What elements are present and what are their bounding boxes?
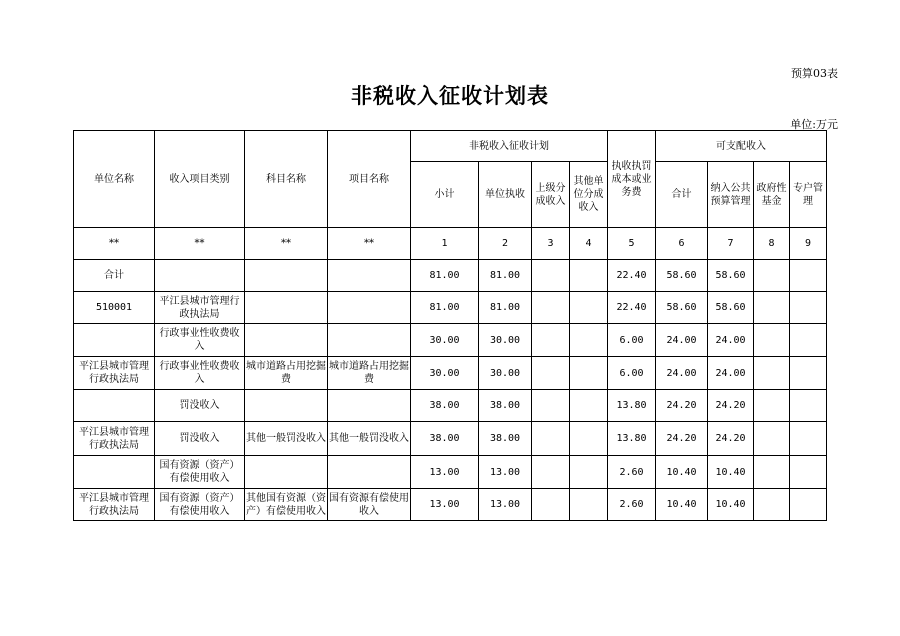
table-cell (532, 489, 570, 521)
table-cell (532, 422, 570, 456)
table-row (74, 357, 827, 390)
table-cell (754, 489, 790, 521)
table-cell (570, 489, 608, 521)
table-cell (245, 260, 328, 292)
table-row (74, 292, 827, 324)
table-cell: 58.60 (708, 292, 754, 324)
table-cell: 平江县城市管理行政执法局 (155, 292, 245, 324)
table-cell: 2.60 (608, 489, 656, 521)
table-cell (790, 324, 827, 357)
table-cell (754, 390, 790, 422)
table-cell (570, 292, 608, 324)
index-cell: ** (155, 228, 245, 260)
table-row (74, 456, 827, 489)
header-superior-share: 上级分成收入 (532, 162, 570, 228)
table-cell (754, 260, 790, 292)
header-plan-group: 非税收入征收计划 (411, 131, 608, 162)
table-cell: 行政事业性收费收入 (155, 324, 245, 357)
header-unit-name: 单位名称 (74, 131, 155, 228)
unit-label: 单位:万元 (790, 118, 838, 131)
table-cell: 510001 (74, 292, 155, 324)
table-cell: 罚没收入 (155, 390, 245, 422)
table-row (74, 260, 827, 292)
header-subject-name: 科目名称 (245, 131, 328, 228)
header-unit-collect: 单位执收 (479, 162, 532, 228)
table-cell: 24.20 (708, 390, 754, 422)
table-cell (570, 390, 608, 422)
header-item-name: 项目名称 (328, 131, 411, 228)
header-collect-cost: 执收执罚成本或业务费 (608, 131, 656, 228)
table-cell: 30.00 (479, 324, 532, 357)
header-special-account: 专户管理 (790, 162, 827, 228)
table-cell (790, 422, 827, 456)
header-other-share: 其他单位分成收入 (570, 162, 608, 228)
form-number: 预算03表 (791, 67, 838, 80)
table-cell: 24.20 (656, 390, 708, 422)
table-cell: 13.00 (479, 456, 532, 489)
table-cell: 13.00 (411, 456, 479, 489)
index-row (74, 228, 827, 260)
table-cell (790, 390, 827, 422)
table-cell: 13.00 (479, 489, 532, 521)
table-cell: 城市道路占用挖掘费 (328, 357, 411, 390)
table-cell (328, 390, 411, 422)
table-cell: 30.00 (411, 357, 479, 390)
table-cell: 10.40 (656, 456, 708, 489)
header-income-category: 收入项目类别 (155, 131, 245, 228)
table-cell: 30.00 (479, 357, 532, 390)
table-cell (532, 292, 570, 324)
table-cell: 58.60 (656, 292, 708, 324)
table-cell: 平江县城市管理行政执法局 (74, 422, 155, 456)
table-cell: 13.80 (608, 422, 656, 456)
table-cell (245, 324, 328, 357)
table-cell: 24.00 (656, 357, 708, 390)
table-cell: 国有资源有偿使用收入 (328, 489, 411, 521)
index-cell: 5 (608, 228, 656, 260)
table-cell: 合计 (74, 260, 155, 292)
table-cell: 其他一般罚没收入 (328, 422, 411, 456)
table-cell (790, 456, 827, 489)
table-cell: 22.40 (608, 260, 656, 292)
table-cell (570, 456, 608, 489)
page-title: 非税收入征收计划表 (351, 84, 549, 108)
table-cell (532, 260, 570, 292)
table-cell: 其他一般罚没收入 (245, 422, 328, 456)
table-cell: 38.00 (479, 390, 532, 422)
table-cell: 国有资源（资产）有偿使用收入 (155, 456, 245, 489)
index-cell: 9 (790, 228, 827, 260)
table-cell: 24.20 (708, 422, 754, 456)
table-cell (532, 456, 570, 489)
index-cell: 6 (656, 228, 708, 260)
table-cell: 平江县城市管理行政执法局 (74, 489, 155, 521)
table-cell (328, 260, 411, 292)
table-cell: 6.00 (608, 324, 656, 357)
table-cell: 10.40 (708, 489, 754, 521)
index-cell: 8 (754, 228, 790, 260)
index-cell: 2 (479, 228, 532, 260)
table-cell: 38.00 (411, 390, 479, 422)
table-cell (155, 260, 245, 292)
table-cell (570, 357, 608, 390)
table-row (74, 324, 827, 357)
table-cell: 38.00 (411, 422, 479, 456)
index-cell: ** (245, 228, 328, 260)
table-cell: 81.00 (411, 292, 479, 324)
table-cell: 平江县城市管理行政执法局 (74, 357, 155, 390)
table-cell: 24.00 (656, 324, 708, 357)
table-cell: 6.00 (608, 357, 656, 390)
table-cell: 58.60 (708, 260, 754, 292)
table-cell: 13.00 (411, 489, 479, 521)
index-cell: ** (328, 228, 411, 260)
table-cell: 罚没收入 (155, 422, 245, 456)
table-cell: 81.00 (411, 260, 479, 292)
index-cell: 3 (532, 228, 570, 260)
table-cell: 13.80 (608, 390, 656, 422)
table-row (74, 489, 827, 521)
table-cell: 58.60 (656, 260, 708, 292)
table-cell (245, 390, 328, 422)
non-tax-income-table (73, 130, 827, 521)
table-cell: 24.20 (656, 422, 708, 456)
table-cell (570, 422, 608, 456)
table-cell (74, 390, 155, 422)
table-cell (532, 324, 570, 357)
table-cell: 10.40 (708, 456, 754, 489)
table-cell (328, 456, 411, 489)
index-cell: 4 (570, 228, 608, 260)
header-disposable-group: 可支配收入 (656, 131, 827, 162)
table-cell (790, 292, 827, 324)
table-cell (245, 292, 328, 324)
index-cell: 7 (708, 228, 754, 260)
table-row (74, 422, 827, 456)
table-cell (532, 357, 570, 390)
table-cell: 22.40 (608, 292, 656, 324)
table-cell (328, 292, 411, 324)
table-cell (790, 260, 827, 292)
table-cell (570, 324, 608, 357)
table-cell: 行政事业性收费收入 (155, 357, 245, 390)
table-cell: 81.00 (479, 292, 532, 324)
table-cell: 24.00 (708, 357, 754, 390)
table-cell: 24.00 (708, 324, 754, 357)
table-cell (790, 357, 827, 390)
table-cell (74, 456, 155, 489)
table-cell (532, 390, 570, 422)
header-total: 合计 (656, 162, 708, 228)
table-row (74, 390, 827, 422)
table-cell: 81.00 (479, 260, 532, 292)
table-cell (754, 422, 790, 456)
header-public-budget: 纳入公共预算管理 (708, 162, 754, 228)
table-cell (754, 357, 790, 390)
table-cell: 其他国有资源（资产）有偿使用收入 (245, 489, 328, 521)
table-cell (754, 456, 790, 489)
table-cell: 10.40 (656, 489, 708, 521)
index-cell: 1 (411, 228, 479, 260)
index-cell: ** (74, 228, 155, 260)
header-gov-fund: 政府性基金 (754, 162, 790, 228)
table-cell: 38.00 (479, 422, 532, 456)
table-cell (74, 324, 155, 357)
table-cell: 国有资源（资产）有偿使用收入 (155, 489, 245, 521)
table-cell: 2.60 (608, 456, 656, 489)
table-cell (570, 260, 608, 292)
table-cell (790, 489, 827, 521)
table-cell (754, 292, 790, 324)
table-cell (754, 324, 790, 357)
table-cell (245, 456, 328, 489)
table-cell: 30.00 (411, 324, 479, 357)
table-cell: 城市道路占用挖掘费 (245, 357, 328, 390)
table-cell (328, 324, 411, 357)
header-subtotal: 小计 (411, 162, 479, 228)
